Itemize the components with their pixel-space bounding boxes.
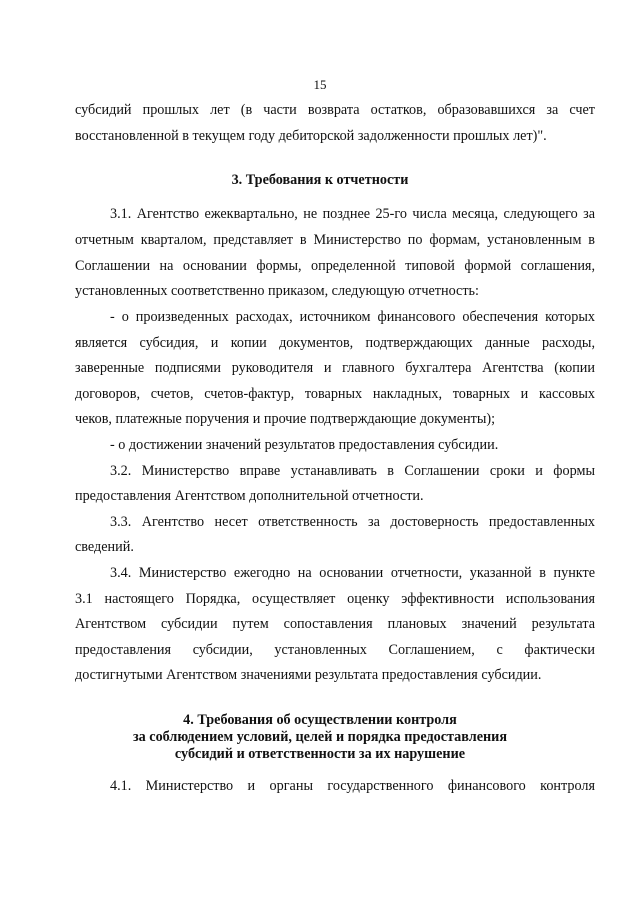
p34-line-4: предоставления субсидии, установленных Соглашением, с фактически xyxy=(75,642,595,658)
bullet1-line-4: договоров, счетов, счетов-фактур, товарных накладных, товарных и кассовых xyxy=(75,386,595,402)
section-4-heading-line-2: за соблюдением условий, целей и порядка предоставления xyxy=(132,729,508,745)
bullet1-line-3: заверенные подписями руководителя и главного бухгалтера Агентства (копии xyxy=(75,360,595,376)
p41-line-1: 4.1. Министерство и органы государственного финансового контроля xyxy=(110,778,595,794)
p31-line-3: Соглашении на основании формы, определенной типовой формой соглашения, xyxy=(75,258,595,274)
p34-line-5: достигнутыми Агентством значениями результата предоставления субсидии. xyxy=(75,667,542,683)
p33-line-2: сведений. xyxy=(75,539,134,555)
p31-line-2: отчетным кварталом, представляет в Министерство по формам, установленным в xyxy=(75,232,595,248)
bullet1-line-1: - о произведенных расходах, источником финансового обеспечения которых xyxy=(110,309,595,325)
section-4-heading-line-1: 4. Требования об осуществлении контроля xyxy=(183,712,457,728)
p32-line-1: 3.2. Министерство вправе устанавливать в Соглашении сроки и формы xyxy=(110,463,595,479)
p33-line-1: 3.3. Агентство несет ответственность за достоверность предоставленных xyxy=(110,514,595,530)
p32-line-2: предоставления Агентством дополнительной отчетности. xyxy=(75,488,424,504)
bullet1-line-2: является субсидия, и копии документов, подтверждающих данные расходы, xyxy=(75,335,595,351)
p31-line-1: 3.1. Агентство ежеквартально, не позднее 25-го числа месяца, следующего за xyxy=(110,206,595,222)
bullet2-line: - о достижении значений результатов предоставления субсидии. xyxy=(110,437,499,453)
p34-line-3: Агентством субсидии путем сопоставления плановых значений результата xyxy=(75,616,595,632)
page-number: 15 xyxy=(313,77,327,92)
section-3-heading: 3. Требования к отчетности xyxy=(231,172,409,188)
p31-line-4: установленных соответственно приказом, следующую отчетность: xyxy=(75,283,479,299)
p34-line-2: 3.1 настоящего Порядка, осуществляет оценку эффективности использования xyxy=(75,591,595,607)
intro-line-1: субсидий прошлых лет (в части возврата остатков, образовавшихся за счет xyxy=(75,102,595,118)
p34-line-1: 3.4. Министерство ежегодно на основании отчетности, указанной в пункте xyxy=(110,565,595,581)
section-4-heading-line-3: субсидий и ответственности за их нарушение xyxy=(174,746,466,762)
intro-line-2: восстановленной в текущем году дебиторской задолженности прошлых лет)". xyxy=(75,128,547,144)
bullet1-line-5: чеков, платежные поручения и прочие подтверждающие документы); xyxy=(75,411,496,427)
